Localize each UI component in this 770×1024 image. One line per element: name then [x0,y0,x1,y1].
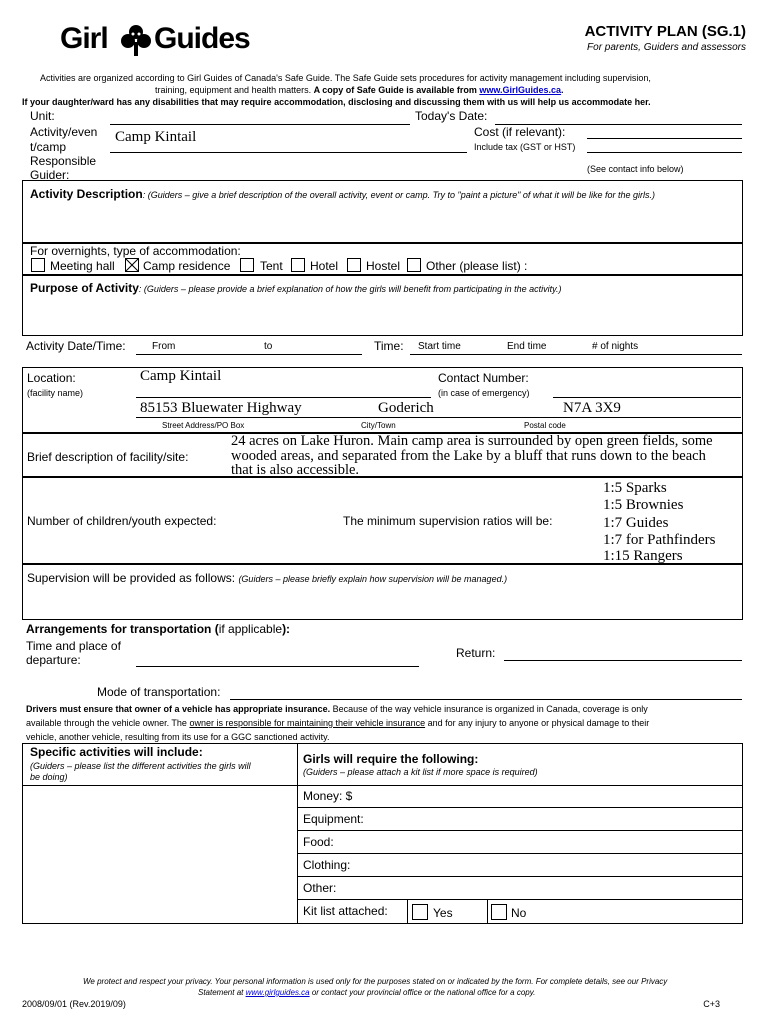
location-label: Location: [27,371,76,385]
address-line [136,417,741,418]
tent-checkbox[interactable] [240,258,254,272]
row-rule-food [297,830,743,831]
return-label: Return: [456,646,496,660]
intro-line-2-bold: A copy of Safe Guide is available from [313,85,480,95]
from-label: From [152,341,176,352]
drivers-rest: Because of the way vehicle insurance is organized in Canada, coverage is only [330,704,648,714]
hotel-label: Hotel [310,259,339,273]
ratio-pathfinders[interactable]: 1:7 for Pathfinders [603,532,716,548]
requirements-hint: (Guiders – please attach a kit list if more space is required) [303,767,538,777]
facility-description-label: Brief description of facility/site: [27,450,189,464]
location-name[interactable]: Camp Kintail [140,368,222,384]
unit-label: Unit: [30,109,55,123]
page-code: C+3 [703,999,720,1009]
activity-date-label: Activity Date/Time: [26,339,126,353]
other-checkbox[interactable] [407,258,421,272]
cost-field[interactable] [587,138,742,139]
nights-label: # of nights [592,341,639,352]
cost-label: Cost (if relevant): [474,125,566,139]
hotel-checkbox[interactable] [291,258,305,272]
children-expected-label: Number of children/youth expected: [27,514,217,528]
street-address[interactable]: 85153 Bluewater Highway [140,400,302,416]
accommodation-label: For overnights, type of accommodation: [30,244,241,258]
activity-description-hint: : (Guiders – give a brief description of the overall activity, event or camp. Try to "paint a picture" of what it will be like for the girls.) [142,190,655,200]
row-rule-equipment [297,807,743,808]
time-place-label-2: departure: [26,653,81,667]
transportation-title [26,622,290,636]
privacy-line-1: We protect and respect your privacy. Your personal information is used only for the purposes stated on or indicated by the form. For complete details, see our Privacy [83,977,668,986]
tax-field[interactable] [587,152,742,153]
clothing-label: Clothing: [303,858,351,872]
departure-field[interactable] [136,666,419,667]
drivers-line-2-b: and for any injury to anyone or physical damage to their [425,718,650,728]
intro-line-2-text: training, equipment and health matters. [155,85,314,95]
responsible-label-1: Responsible [30,154,97,168]
hostel-label: Hostel [366,259,401,273]
form-title: ACTIVITY PLAN (SG.1) [584,23,746,40]
specific-activities-hint-1: (Guiders – please list the different activities the girls will [30,761,251,771]
camp-residence-label: Camp residence [143,259,231,273]
facility-line-3[interactable]: that is also accessible. [231,462,360,478]
city-value[interactable]: Goderich [378,400,434,416]
kit-no-label: No [511,906,527,920]
activity-field [110,152,467,153]
date-field[interactable] [136,354,362,355]
hostel-checkbox[interactable] [347,258,361,272]
start-time-label: Start time [418,341,461,352]
activity-description-title [30,185,655,203]
transportation-title-c: ): [282,622,291,636]
privacy-line-2-b: or contact your provincial office or the national office for a copy. [309,988,536,997]
ratios-label: The minimum supervision ratios will be: [343,514,553,528]
food-label: Food: [303,835,334,849]
emergency-sublabel: (in case of emergency) [438,388,530,398]
activity-label-2: t/camp [30,140,67,154]
to-label: to [264,341,273,352]
logo-text-girl: Girl [60,22,108,55]
drivers-line-2-underlined: owner is responsible for maintaining their vehicle insurance [189,718,426,728]
postal-code-label: Postal code [524,421,566,430]
supervision-label: Supervision will be provided as follows: [27,571,239,585]
meeting-hall-checkbox[interactable] [31,258,45,272]
facility-line-2[interactable]: wooded areas, and separated from the Lake by a bluff that runs down to the beach [231,448,706,464]
transportation-title-b: if applicable [218,622,283,636]
requirements-title: Girls will require the following: [303,752,479,766]
form-subtitle: For parents, Guiders and assessors [587,42,746,53]
transportation-title-a: Arrangements for transportation ( [26,622,219,636]
trefoil-icon [118,22,154,58]
ratio-guides[interactable]: 1:7 Guides [603,515,669,531]
mode-label: Mode of transportation: [97,685,221,699]
activity-label-1: Activity/even [30,125,98,139]
purpose-title [30,279,561,297]
responsible-label-2: Guider: [30,168,70,182]
girlguides-link[interactable]: www.GirlGuides.ca [479,85,562,95]
kit-yes-checkbox[interactable] [412,904,428,920]
kit-divider-1 [407,899,408,924]
mode-field[interactable] [230,699,742,700]
time-place-label-1: Time and place of [26,639,121,653]
row-rule-other [297,876,743,877]
intro-line-3: If your daughter/ward has any disabilities that may require accommodation, disclosing and discussing them with us will help us accommodate her. [22,97,651,107]
ratio-sparks[interactable]: 1:5 Sparks [603,480,667,496]
intro-line-1: Activities are organized according to Girl Guides of Canada's Safe Guide. The Safe Guide sets procedures for activity management including supervision, [40,73,651,83]
kit-no-checkbox[interactable] [491,904,507,920]
money-label: Money: $ [303,789,353,803]
drivers-line-2 [26,718,649,728]
privacy-line-2 [198,988,535,997]
activities-header-rule [22,785,297,786]
unit-field[interactable] [110,124,410,125]
drivers-line-1 [26,704,648,714]
equipment-label: Equipment: [303,812,364,826]
location-name-field [136,397,431,398]
kit-list-label: Kit list attached: [303,904,388,918]
intro-line-2-end: . [561,85,564,95]
activity-value[interactable]: Camp Kintail [115,129,197,145]
drivers-bold: Drivers must ensure that owner of a vehicle has appropriate insurance. [26,704,331,714]
contact-number-label: Contact Number: [438,371,529,385]
logo-text-guides: Guides [154,22,250,55]
supervision-title [27,569,507,587]
contact-number-field[interactable] [553,397,741,398]
drivers-line-2-a: available through the vehicle owner. The [26,718,190,728]
time-field[interactable] [410,354,742,355]
tent-label: Tent [260,259,283,273]
city-label: City/Town [361,421,396,430]
check-x-icon [126,259,138,271]
todays-date-label: Today's Date: [415,109,488,123]
other-label: Other: [303,881,337,895]
other-accommodation-label: Other (please list) : [426,259,528,273]
include-tax-label: Include tax (GST or HST) [474,142,576,152]
meeting-hall-label: Meeting hall [50,259,115,273]
camp-residence-checkbox[interactable] [125,258,139,272]
activity-description-label: Activity Description [30,187,143,201]
revision-date: 2008/09/01 (Rev.2019/09) [22,999,126,1009]
privacy-line-2-a: Statement at [198,988,246,997]
see-contact-info: (See contact info below) [587,164,684,174]
purpose-label: Purpose of Activity [30,281,139,295]
return-field[interactable] [504,660,742,661]
drivers-line-3: vehicle, another vehicle, resulting from its use for a GGC sanctioned activity. [26,732,330,742]
time-label: Time: [374,339,404,353]
table-divider [297,743,298,924]
supervision-hint: (Guiders – please briefly explain how supervision will be managed.) [238,574,508,584]
facility-name-sublabel: (facility name) [27,388,84,398]
facility-line-1[interactable]: 24 acres on Lake Huron. Main camp area is surrounded by open green fields, some [231,433,713,449]
intro-line-2 [155,85,564,95]
street-address-label: Street Address/PO Box [162,421,245,430]
row-rule-clothing [297,853,743,854]
purpose-hint: : (Guiders – please provide a brief explanation of how the girls will benefit from participating in the activity.) [138,284,562,294]
kit-yes-label: Yes [433,906,453,920]
end-time-label: End time [507,341,547,352]
specific-activities-hint-2: be doing) [30,772,68,782]
kit-divider-2 [487,899,488,924]
row-rule-kit [297,899,743,900]
ratio-rangers[interactable]: 1:15 Rangers [603,548,683,564]
row-rule-money [297,785,743,786]
ratio-brownies[interactable]: 1:5 Brownies [603,497,684,513]
specific-activities-title: Specific activities will include: [30,745,203,759]
postal-code-value[interactable]: N7A 3X9 [563,400,621,416]
privacy-link[interactable]: www.girlguides.ca [245,988,310,997]
